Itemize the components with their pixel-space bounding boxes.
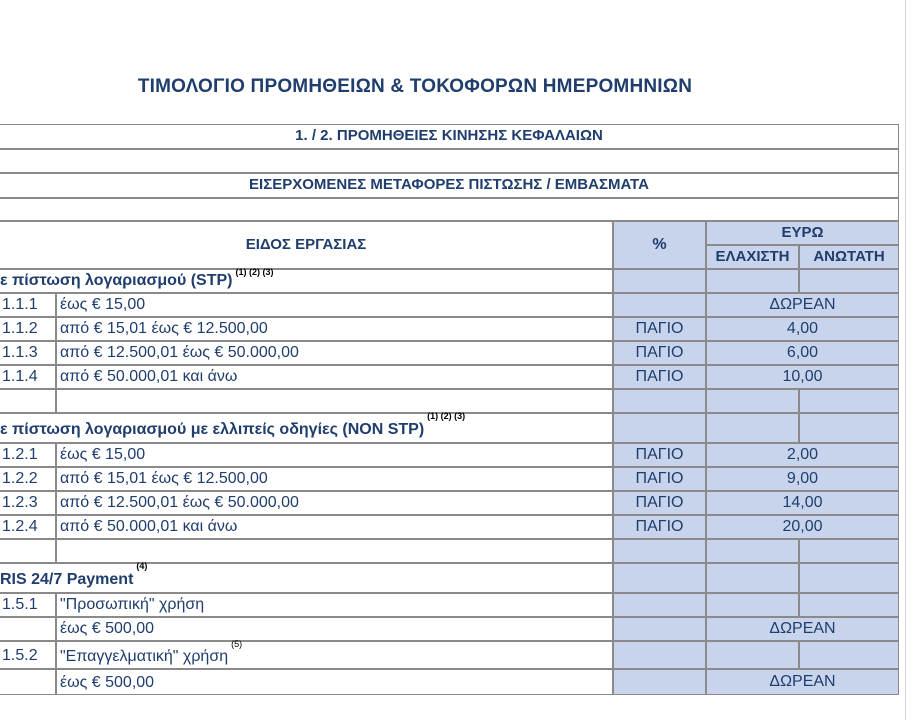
row-code-text: 1.2.4 [2, 518, 38, 535]
min-cell [706, 641, 799, 669]
empty-cell [0, 539, 56, 563]
group-footnotes: (1) (2) (3) [235, 267, 274, 277]
row-desc-text: από € 15,01 έως € 12.500,00 [60, 320, 268, 337]
row-desc [56, 293, 613, 317]
row-desc [56, 341, 613, 365]
row-code [0, 491, 56, 515]
row-percent-text: ΠΑΓΙΟ [635, 446, 684, 463]
min-cell [706, 413, 799, 443]
row-desc [56, 593, 613, 617]
group-footnotes: (1) (2) (3) [427, 411, 466, 421]
row-desc [56, 443, 613, 467]
row-desc [56, 317, 613, 341]
row-percent [613, 617, 706, 641]
row-percent-text: ΠΑΓΙΟ [635, 320, 684, 337]
percent-cell [613, 563, 706, 593]
row-fee [706, 341, 899, 365]
empty-cell [56, 539, 613, 563]
row-code [0, 293, 56, 317]
group-footnotes: (4) [136, 561, 148, 571]
row-fee [706, 491, 899, 515]
row-code-text: 1.5.2 [2, 647, 38, 664]
row-desc-text: έως € 500,00 [60, 620, 155, 637]
row-percent [613, 491, 706, 515]
row-percent [613, 669, 706, 695]
group-title: ε πίστωση λογαριασμού με ελλιπείς οδηγίες (NON STP) [0, 421, 425, 438]
row-percent-text: ΠΑΓΙΟ [635, 368, 684, 385]
subsection-title-bar [0, 173, 899, 198]
max-cell [799, 413, 899, 443]
header-min-label: ΕΛΑΧΙΣΤΗ [715, 248, 790, 265]
empty-cell [0, 389, 56, 413]
row-desc [56, 515, 613, 539]
row-code-text: 1.5.1 [2, 596, 38, 613]
row-code-text: 1.1.2 [2, 320, 38, 337]
min-cell [706, 593, 799, 617]
max-cell [799, 593, 899, 617]
subsection-title: ΕΙΣΕΡΧΟΜΕΝΕΣ ΜΕΤΑΦΟΡΕΣ ΠΙΣΤΩΣΗΣ / ΕΜΒΑΣΜΑΤΑ [249, 176, 649, 193]
row-desc-text: από € 12.500,01 έως € 50.000,00 [60, 494, 299, 511]
row-code-text: 1.1.1 [2, 296, 38, 313]
row-desc-text: από € 15,01 έως € 12.500,00 [60, 470, 268, 487]
empty-cell [56, 389, 613, 413]
row-code [0, 515, 56, 539]
row-code [0, 641, 56, 669]
percent-cell [613, 413, 706, 443]
row-fee [706, 617, 899, 641]
row-percent [613, 365, 706, 389]
row-fee [706, 669, 899, 695]
header-min [706, 245, 799, 269]
row-code [0, 341, 56, 365]
row-desc [56, 669, 613, 695]
row-desc-text: έως € 15,00 [60, 296, 146, 313]
row-code-text: 1.1.3 [2, 344, 38, 361]
row-percent-text: ΠΑΓΙΟ [635, 470, 684, 487]
row-desc-text: "Προσωπική" χρήση [60, 596, 205, 613]
row-desc-text: έως € 500,00 [60, 674, 155, 691]
row-fee [706, 515, 899, 539]
row-code [0, 443, 56, 467]
row-desc-text: από € 50.000,01 και άνω [60, 518, 238, 535]
spacer-row [0, 198, 899, 221]
row-desc [56, 365, 613, 389]
row-desc-text: "Επαγγελματική" χρήση [60, 648, 229, 665]
max-cell [799, 641, 899, 669]
row-percent-text: ΠΑΓΙΟ [635, 344, 684, 361]
empty-cell [706, 539, 799, 563]
group-title-row [0, 413, 613, 443]
empty-cell [613, 389, 706, 413]
group-title-row [0, 269, 613, 293]
row-desc [56, 467, 613, 491]
row-code [0, 317, 56, 341]
row-percent [613, 443, 706, 467]
min-cell [706, 563, 799, 593]
row-fee [706, 365, 899, 389]
header-max-label: ΑΝΩΤΑΤΗ [813, 248, 885, 265]
empty-cell [799, 389, 899, 413]
row-percent [613, 593, 706, 617]
max-cell [799, 563, 899, 593]
header-percent [613, 221, 706, 269]
row-fee-text: 14,00 [782, 494, 823, 511]
row-fee-text: 9,00 [786, 470, 819, 487]
row-fee-text: 4,00 [786, 320, 819, 337]
empty-cell [799, 539, 899, 563]
row-desc-text: από € 50.000,01 και άνω [60, 368, 238, 385]
row-percent [613, 317, 706, 341]
row-fee [706, 467, 899, 491]
row-code [0, 467, 56, 491]
row-percent [613, 515, 706, 539]
row-desc [56, 617, 613, 641]
row-percent [613, 467, 706, 491]
row-fee [706, 443, 899, 467]
row-code-text: 1.2.3 [2, 494, 38, 511]
row-desc-text: έως € 15,00 [60, 446, 146, 463]
row-code [0, 593, 56, 617]
row-fee-text: 2,00 [786, 446, 819, 463]
row-percent [613, 641, 706, 669]
header-work-type-label: ΕΙΔΟΣ ΕΡΓΑΣΙΑΣ [245, 236, 367, 253]
row-fee [706, 317, 899, 341]
row-percent [613, 341, 706, 365]
row-fee-text: 10,00 [782, 368, 823, 385]
min-cell [706, 269, 799, 293]
spacer-row [0, 149, 899, 173]
header-currency-label: ΕΥΡΩ [781, 224, 824, 241]
empty-cell [706, 389, 799, 413]
group-title: ε πίστωση λογαριασμού (STP) [0, 272, 233, 289]
row-code [0, 365, 56, 389]
row-fee-text: ΔΩΡΕΑΝ [769, 620, 836, 637]
row-code-text: 1.1.4 [2, 368, 38, 385]
group-title: RIS 24/7 Payment [0, 571, 134, 588]
row-desc [56, 641, 613, 669]
row-code-text: 1.2.2 [2, 470, 38, 487]
row-code [0, 669, 56, 695]
section-title-bar [0, 124, 899, 149]
row-desc-text: από € 12.500,01 έως € 50.000,00 [60, 344, 299, 361]
row-percent-text: ΠΑΓΙΟ [635, 518, 684, 535]
header-max [799, 245, 899, 269]
empty-cell [613, 539, 706, 563]
row-fee-text: 6,00 [786, 344, 819, 361]
row-fee-text: 20,00 [782, 518, 823, 535]
row-code-text: 1.2.1 [2, 446, 38, 463]
document-title: ΤΙΜΟΛΟΓΙΟ ΠΡΟΜΗΘΕΙΩΝ & ΤΟΚΟΦΟΡΩΝ ΗΜΕΡΟΜΗΝΙΩΝ [137, 76, 693, 97]
page-edge [905, 0, 923, 720]
group-title-row [0, 563, 613, 593]
header-work-type [0, 221, 613, 269]
row-desc-footnote: (5) [231, 639, 243, 649]
row-fee-text: ΔΩΡΕΑΝ [769, 673, 836, 690]
row-percent-text: ΠΑΓΙΟ [635, 494, 684, 511]
header-currency [706, 221, 899, 245]
row-fee [706, 293, 899, 317]
percent-cell [613, 269, 706, 293]
section-title: 1. / 2. ΠΡΟΜΗΘΕΙΕΣ ΚΙΝΗΣΗΣ ΚΕΦΑΛΑΙΩΝ [295, 127, 603, 144]
row-percent [613, 293, 706, 317]
max-cell [799, 269, 899, 293]
header-percent-label: % [652, 236, 667, 253]
row-desc [56, 491, 613, 515]
row-code [0, 617, 56, 641]
row-fee-text: ΔΩΡΕΑΝ [769, 296, 836, 313]
